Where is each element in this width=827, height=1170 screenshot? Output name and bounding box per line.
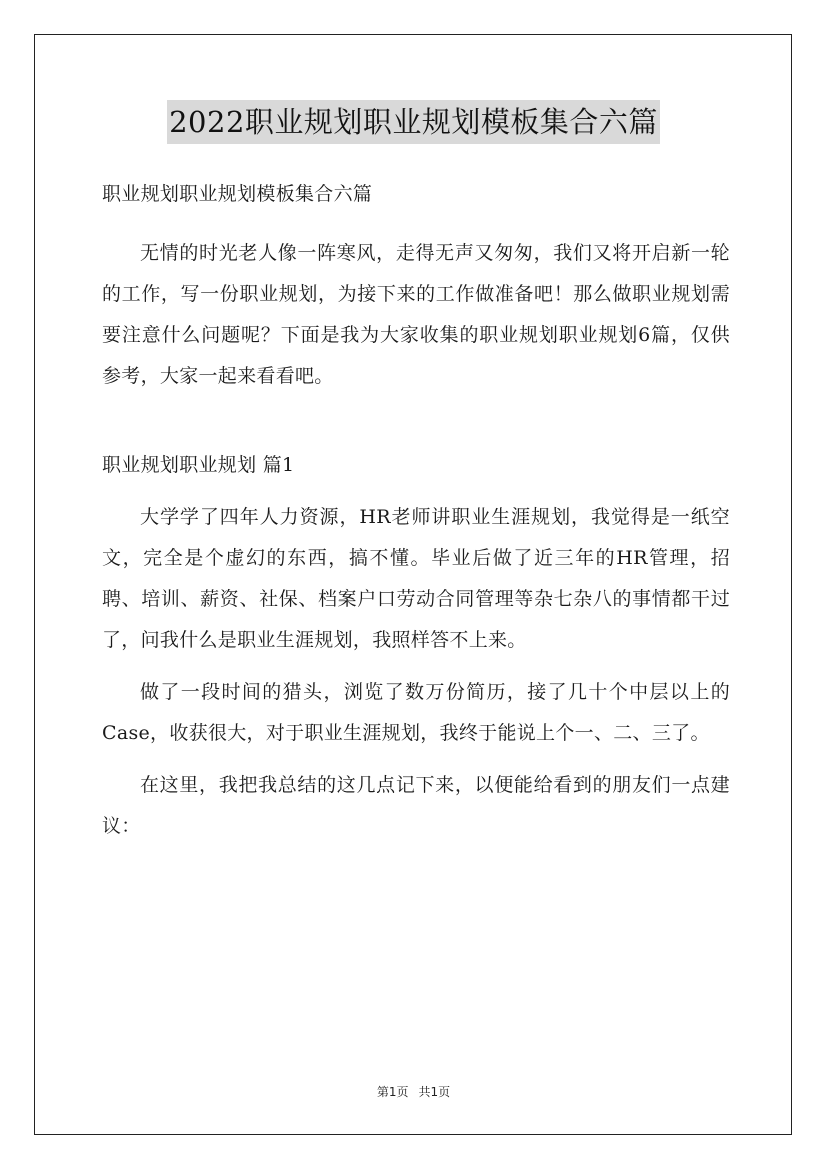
intro-paragraph: 无情的时光老人像一阵寒风，走得无声又匆匆，我们又将开启新一轮的工作，写一份职业规划，为接下来的工作做准备吧！那么做职业规划需要注意什么问题呢？下面是我为大家收集的职业规划职业规划6篇，仅供参考，大家一起来看看吧。 [102, 242, 730, 387]
body-paragraph-3: 在这里，我把我总结的这几点记下来，以便能给看到的朋友们一点建议： [102, 774, 730, 837]
body-paragraph-2: 做了一段时间的猎头，浏览了数万份简历，接了几十个中层以上的Case，收获很大，对于职业生涯规划，我终于能说上个一、二、三了。 [102, 681, 730, 744]
document-subtitle: 职业规划职业规划模板集合六篇 [102, 183, 373, 205]
spacer [102, 754, 730, 765]
section-heading: 职业规划职业规划 篇1 [102, 454, 295, 476]
document-body [102, 174, 730, 847]
spacer [102, 397, 730, 445]
spacer [102, 215, 730, 233]
document-title: 2022职业规划职业规划模板集合六篇 [167, 100, 660, 144]
spacer [102, 661, 730, 672]
page-total: 共1页 [418, 1085, 451, 1099]
body-paragraph-1: 大学学了四年人力资源，HR老师讲职业生涯规划，我觉得是一纸空文，完全是个虚幻的东西，搞不懂。毕业后做了近三年的HR管理，招聘、培训、薪资、社保、档案户口劳动合同管理等杂七杂八的事情都干过了，问我什么是职业生涯规划，我照样答不上来。 [102, 506, 730, 651]
spacer [102, 486, 730, 497]
page-number: 第1页 [376, 1085, 409, 1099]
title-container [0, 100, 827, 144]
page-footer [0, 1083, 827, 1100]
